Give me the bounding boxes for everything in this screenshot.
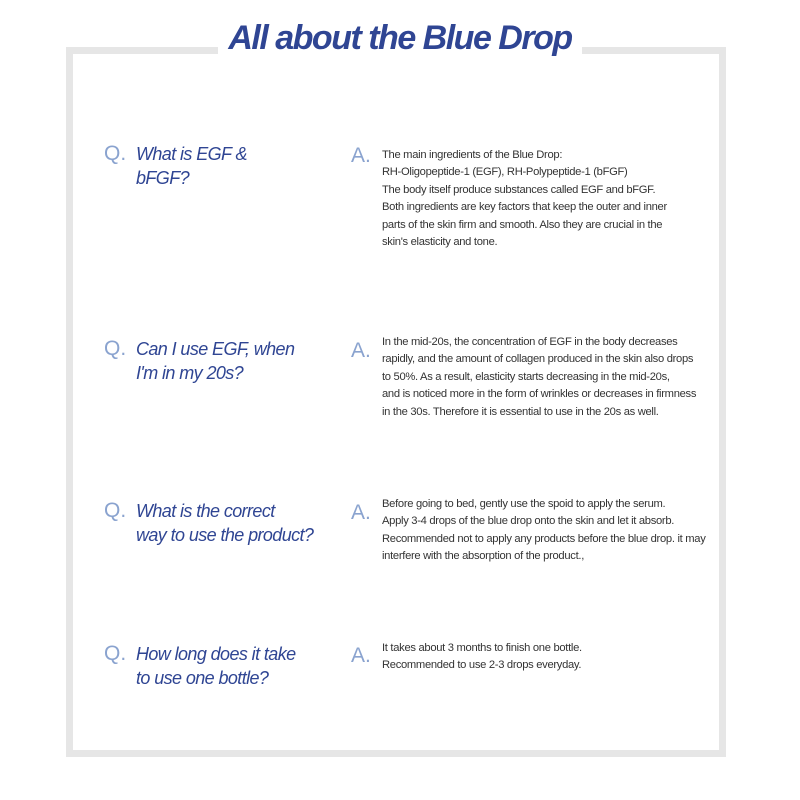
answer-text: In the mid-20s, the concentration of EGF in the body decreases rapidly, and the amount of collagen produced in the skin also drops to 50%. As a result, elasticity starts decreasing in the mid-20s, and is noticed more in the form of wrinkles or decreases in firmness in the 30s. Therefore it is essential to use in the 20s as well.: [382, 336, 697, 418]
question-marker: Q.: [104, 142, 127, 165]
question-marker: Q.: [104, 337, 127, 360]
question-text: What is the correct way to use the product?: [136, 501, 314, 545]
answer-marker: A.: [351, 501, 371, 524]
answer-text: It takes about 3 months to finish one bottle. Recommended to use 2-3 drops everyday.: [382, 642, 582, 672]
page-title: All about the Blue Drop: [0, 18, 800, 59]
answer-marker: A.: [351, 644, 371, 667]
answer-text: The main ingredients of the Blue Drop: RH-Oligopeptide-1 (EGF), RH-Polypeptide-1 (bFGF) The body itself produce substances called EGF and bFGF. Both ingredients are key factors that keep the outer and inner parts of the skin firm and smooth. Also they are crucial in the skin's elasticity and tone.: [382, 149, 667, 249]
question-text: Can I use EGF, when I'm in my 20s?: [136, 339, 295, 383]
answer-marker: A.: [351, 339, 371, 362]
question-text: How long does it take to use one bottle?: [136, 644, 296, 688]
question-marker: Q.: [104, 499, 127, 522]
question-marker: Q.: [104, 642, 127, 665]
answer-text: Before going to bed, gently use the spoid to apply the serum. Apply 3-4 drops of the blue drop onto the skin and let it absorb. Recommended not to apply any products before the blue drop. it may interfere with the absorption of the product.,: [382, 498, 706, 563]
question-text: What is EGF & bFGF?: [136, 144, 247, 188]
answer-marker: A.: [351, 144, 371, 167]
